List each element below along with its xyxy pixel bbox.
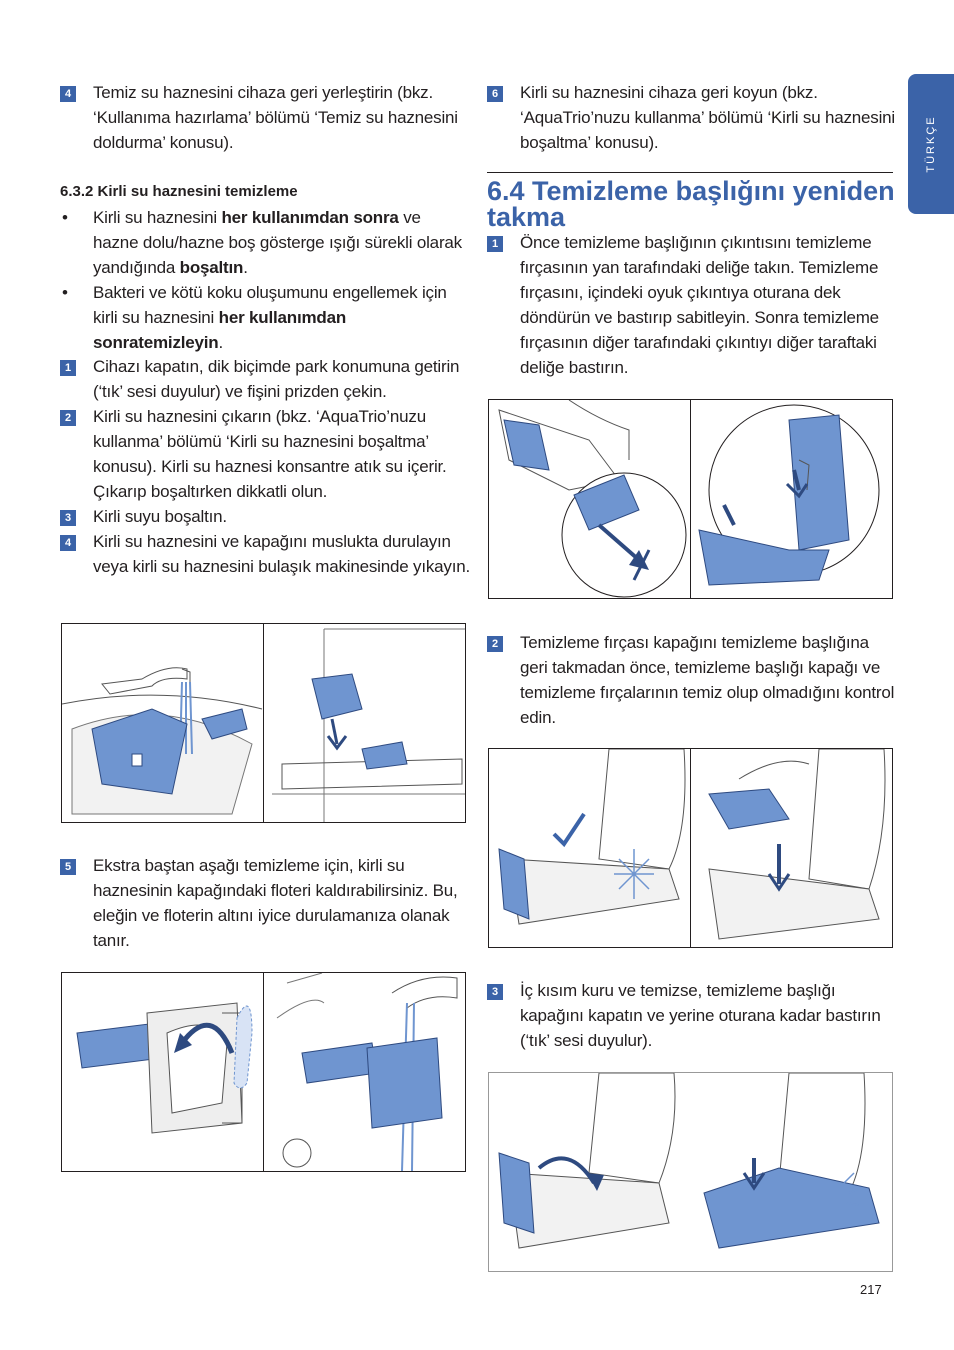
step-text: İç kısım kuru ve temizse, temizleme başlığı kapağını kapatın ve yerine oturana kadar bastırın (‘tık’ sesi duyulur). <box>520 981 881 1050</box>
illustration-check-clean <box>488 748 893 948</box>
bullet-empty-after-use: • Kirli su haznesini her kullanımdan sonra ve hazne dolu/hazne boş gösterge ışığı sürekli olarak yandığında boşaltın. <box>60 205 470 280</box>
bullet-clean-after-use: • Bakteri ve kötü koku oluşumunu engellemek için kirli su haznesini her kullanımdan sonratemizleyin. <box>60 280 470 355</box>
bullet-dot: • <box>62 283 68 302</box>
step-number: 1 <box>487 236 503 252</box>
step-text: Cihazı kapatın, dik biçimde park konumuna getirin (‘tık’ sesi duyulur) ve fişini prizden çekin. <box>93 357 460 401</box>
step-number: 4 <box>60 86 76 102</box>
step-5-float <box>60 853 470 953</box>
illustration-attach-brush <box>488 399 893 599</box>
step-text: Ekstra baştan aşağı temizleme için, kirli su haznesinin kapağındaki floteri kaldırabilirsiniz. Bu, eleğin ve floterin altını iyice durulamanıza olanak tanır. <box>93 856 458 950</box>
step-number: 2 <box>60 410 76 426</box>
subsection-heading: 6.3.2 Kirli su haznesini temizleme <box>60 183 298 200</box>
step-text: Kirli su haznesini ve kapağını muslukta durulayın veya kirli su haznesini bulaşık makinesinde yıkayın. <box>93 532 471 576</box>
page-number: 217 <box>860 1282 882 1297</box>
language-tab-label: TÜRKÇE <box>925 115 937 173</box>
step-number: 6 <box>487 86 503 102</box>
step-text: Kirli su haznesini cihaza geri koyun (bkz. ‘AquaTrio’nuzu kullanma’ bölümü ‘Kirli su haznesini boşaltma’ konusu). <box>520 83 896 152</box>
step-text: Önce temizleme başlığının çıkıntısını temizleme fırçasının yan tarafındaki deliğe takın. Temizleme fırçasını, içindeki oyuk çıkıntıya oturana dek döndürün ve bastırıp sabitleyin. Sonra temizleme fırçasının diğer tarafındaki çıkıntıyı diğer taraftaki deliğe bastırın. <box>520 233 879 377</box>
step-text: Temiz su haznesini cihaza geri yerleştirin (bkz. ‘Kullanıma hazırlama’ bölümü ‘Temiz su haznesini doldurma’ konusu). <box>93 83 458 152</box>
step-text: Kirli su haznesini çıkarın (bkz. ‘AquaTrio’nuzu kullanma’ bölümü ‘Kirli su haznesini boşaltma’ konusu). Kirli su haznesi konsantre atık su içerir. Çıkarıp boşaltırken dikkatli olun. <box>93 407 447 501</box>
illustration-rinse-dishwasher <box>61 623 466 823</box>
section-divider <box>487 172 893 173</box>
step-1-attach-brush <box>487 230 897 380</box>
language-tab <box>908 74 954 214</box>
step-1-switch-off <box>60 354 470 404</box>
step-number: 2 <box>487 636 503 652</box>
step-4-refill <box>60 80 470 155</box>
bullet-dot: • <box>62 208 68 227</box>
step-6-reinsert <box>487 80 897 155</box>
step-3-empty <box>60 504 470 529</box>
step-number: 3 <box>60 510 76 526</box>
illustration-close-cover <box>488 1072 893 1272</box>
illustration-lift-float <box>61 972 466 1172</box>
step-number: 5 <box>60 859 76 875</box>
step-2-check-clean <box>487 630 897 730</box>
step-2-remove-tank <box>60 404 470 504</box>
step-number: 4 <box>60 535 76 551</box>
step-4-rinse <box>60 529 470 579</box>
section-heading: 6.4 Temizleme başlığını yeniden takma <box>487 176 895 232</box>
step-3-close-cover <box>487 978 897 1053</box>
step-text: Temizleme fırçası kapağını temizleme başlığına geri takmadan önce, temizleme başlığı kapağı ve temizleme fırçalarının temiz olup olmadığını kontrol edin. <box>520 633 895 727</box>
step-number: 3 <box>487 984 503 1000</box>
step-text: Kirli suyu boşaltın. <box>93 507 227 526</box>
step-number: 1 <box>60 360 76 376</box>
